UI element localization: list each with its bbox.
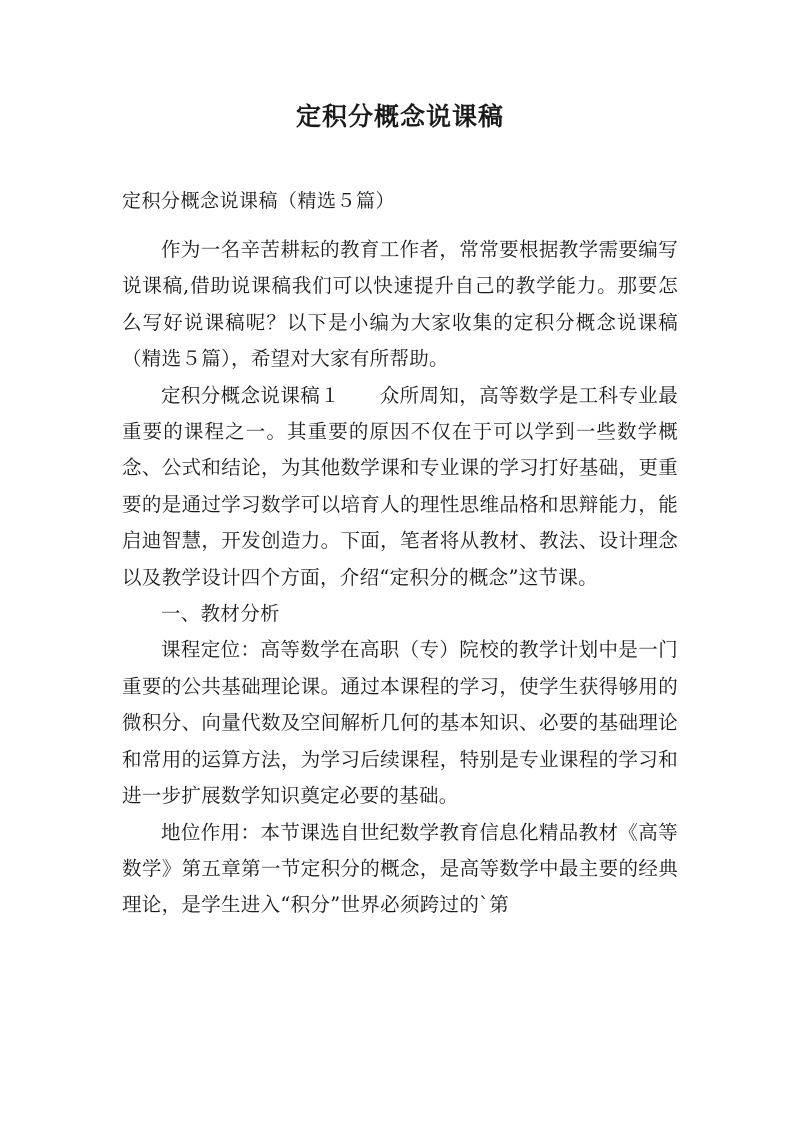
article-1-paragraph: 定积分概念说课稿１ 众所周知，高等数学是工科专业最重要的课程之一。其重要的原因不仅在于可以学到一些数学概念、公式和结论，为其他数学课和专业课的学习打好基础，更重要的是通过学习数学可以培育人的理性思维品格和思辩能力，能启迪智慧，开发创造力。下面，笔者将从教材、教法、设计理念以及教学设计四个方面，介绍“定积分的概念”这节课。 xyxy=(122,383,678,589)
section-heading-textbook-analysis: 一、教材分析 xyxy=(161,602,280,626)
document-subtitle: 定积分概念说课稿（精选５篇） xyxy=(122,190,396,212)
document-title: 定积分概念说课稿 xyxy=(295,102,504,131)
status-role-paragraph: 地位作用：本节课选自世纪数学教育信息化精品教材《高等数学》第五章第一节定积分的概念，是高等数学中最主要的经典理论，是学生进入“积分”世界必须跨过的`第 xyxy=(122,820,678,917)
intro-paragraph: 作为一名辛苦耕耘的教育工作者，常常要根据教学需要编写说课稿,借助说课稿我们可以快速提升自己的教学能力。那要怎么写好说课稿呢？以下是小编为大家收集的定积分概念说课稿（精选５篇），希望对大家有所帮助。 xyxy=(122,238,678,371)
document-body xyxy=(122,232,678,924)
course-positioning-paragraph: 课程定位：高等数学在高职（专）院校的教学计划中是一门重要的公共基础理论课。通过本课程的学习，使学生获得够用的微积分、向量代数及空间解析几何的基本知识、必要的基础理论和常用的运算方法，为学习后续课程，特别是专业课程的学习和进一步扩展数学知识奠定必要的基础。 xyxy=(122,638,678,808)
